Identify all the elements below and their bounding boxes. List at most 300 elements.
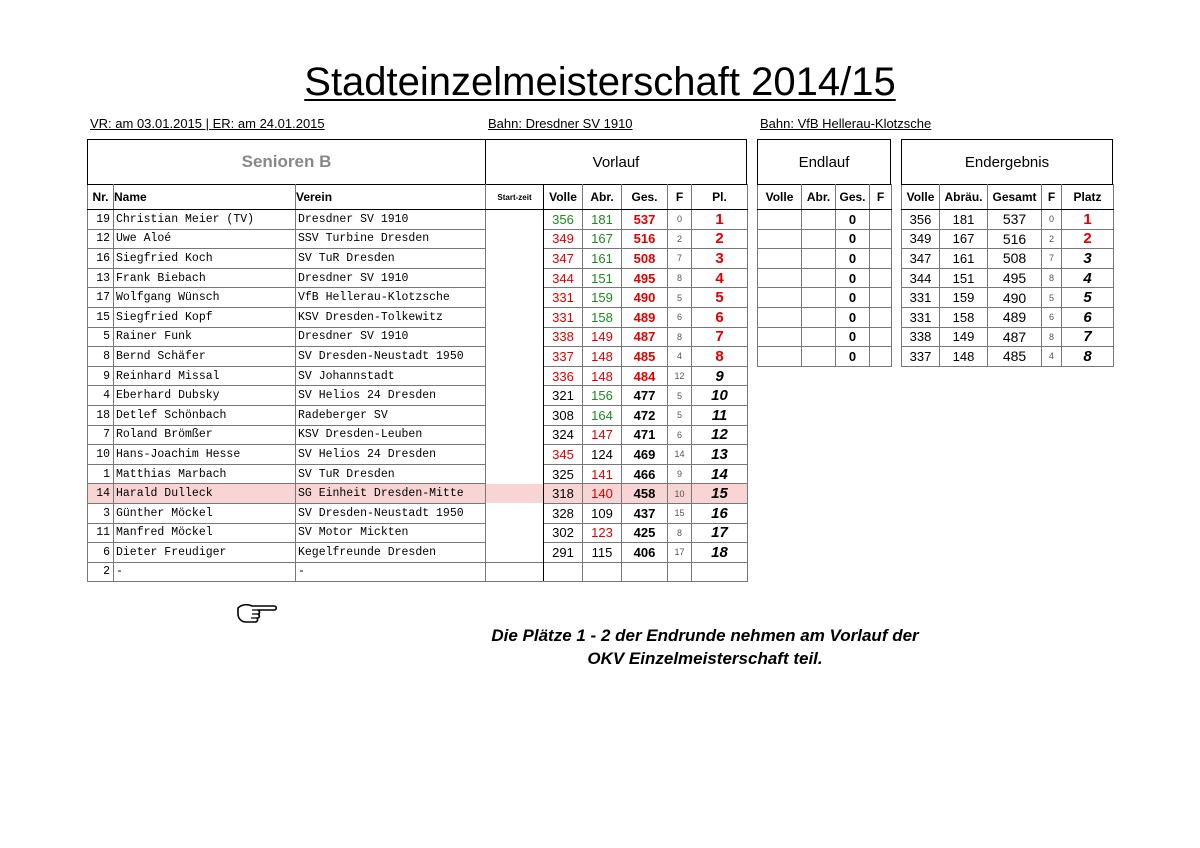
endergebnis-gesamt: 485 — [988, 347, 1042, 367]
row-verein: Kegelfreunde Dresden — [296, 543, 486, 563]
row-startzeit — [486, 405, 544, 425]
endergebnis-gesamt: 489 — [988, 307, 1042, 327]
row-abr: 161 — [583, 249, 622, 269]
row-name: Dieter Freudiger — [114, 543, 296, 563]
endlauf-header: Endlauf — [757, 139, 891, 185]
page-title: Stadteinzelmeisterschaft 2014/15 — [304, 60, 896, 104]
row-verein: SV TuR Dresden — [296, 464, 486, 484]
vorlauf-header-row — [88, 185, 748, 210]
row-f: 14 — [668, 445, 692, 465]
row-startzeit — [486, 523, 544, 543]
endergebnis-volle: 338 — [902, 327, 940, 347]
row-ges: 466 — [622, 464, 668, 484]
row-verein: Dresdner SV 1910 — [296, 268, 486, 288]
endergebnis-volle: 331 — [902, 288, 940, 308]
row-startzeit — [486, 210, 544, 230]
row-pl: 15 — [692, 484, 748, 504]
row-verein: SV Dresden-Neustadt 1950 — [296, 503, 486, 523]
table-row — [88, 543, 748, 563]
row-f: 12 — [668, 366, 692, 386]
row-f: 8 — [668, 268, 692, 288]
table-row — [88, 307, 748, 327]
row-verein: SV TuR Dresden — [296, 249, 486, 269]
vorlauf-table — [87, 184, 748, 582]
table-row — [758, 229, 892, 249]
row-nr: 7 — [88, 425, 114, 445]
row-ges: 471 — [622, 425, 668, 445]
endergebnis-platz: 8 — [1062, 347, 1114, 367]
row-volle: 308 — [544, 405, 583, 425]
endlauf-abr — [802, 210, 836, 230]
row-nr: 4 — [88, 386, 114, 406]
row-f: 0 — [668, 210, 692, 230]
row-startzeit — [486, 307, 544, 327]
row-ges: 485 — [622, 347, 668, 367]
endergebnis-col-abr: Abräu. — [940, 185, 988, 210]
row-verein: - — [296, 562, 486, 582]
endlauf-ges: 0 — [836, 347, 870, 367]
row-pl: 7 — [692, 327, 748, 347]
endlauf-ges: 0 — [836, 268, 870, 288]
table-row — [88, 210, 748, 230]
endlauf-abr — [802, 268, 836, 288]
endlauf-ges: 0 — [836, 229, 870, 249]
row-name: Uwe Aloé — [114, 229, 296, 249]
bahn-endlauf: Bahn: VfB Hellerau-Klotzsche — [760, 116, 932, 131]
table-row — [88, 484, 748, 504]
row-abr: 159 — [583, 288, 622, 308]
row-nr: 5 — [88, 327, 114, 347]
endergebnis-platz: 1 — [1062, 210, 1114, 230]
row-volle: 318 — [544, 484, 583, 504]
row-volle: 336 — [544, 366, 583, 386]
row-f: 10 — [668, 484, 692, 504]
endergebnis-abr: 151 — [940, 268, 988, 288]
row-nr: 14 — [88, 484, 114, 504]
row-startzeit — [486, 347, 544, 367]
endergebnis-f: 6 — [1042, 307, 1062, 327]
row-ges: 487 — [622, 327, 668, 347]
endlauf-ges: 0 — [836, 288, 870, 308]
endergebnis-platz: 3 — [1062, 249, 1114, 269]
row-f: 5 — [668, 405, 692, 425]
col-ges: Ges. — [622, 185, 668, 210]
row-ges: 537 — [622, 210, 668, 230]
row-abr: 164 — [583, 405, 622, 425]
row-nr: 13 — [88, 268, 114, 288]
table-row — [88, 229, 748, 249]
row-volle: 302 — [544, 523, 583, 543]
endlauf-f — [870, 229, 892, 249]
row-nr: 16 — [88, 249, 114, 269]
endergebnis-platz: 5 — [1062, 288, 1114, 308]
row-pl: 8 — [692, 347, 748, 367]
table-row — [88, 405, 748, 425]
row-f: 4 — [668, 347, 692, 367]
row-verein: SV Helios 24 Dresden — [296, 445, 486, 465]
row-startzeit — [486, 327, 544, 347]
row-ges: 484 — [622, 366, 668, 386]
endlauf-col-volle: Volle — [758, 185, 802, 210]
row-abr: 147 — [583, 425, 622, 445]
row-nr: 3 — [88, 503, 114, 523]
endlauf-abr — [802, 327, 836, 347]
qualification-note — [420, 624, 990, 670]
table-row — [758, 288, 892, 308]
endlauf-abr — [802, 288, 836, 308]
endergebnis-volle: 356 — [902, 210, 940, 230]
endlauf-abr — [802, 249, 836, 269]
row-name: Christian Meier (TV) — [114, 210, 296, 230]
endlauf-f — [870, 288, 892, 308]
endergebnis-f: 8 — [1042, 268, 1062, 288]
row-name: Reinhard Missal — [114, 366, 296, 386]
row-abr: 123 — [583, 523, 622, 543]
row-ges: 477 — [622, 386, 668, 406]
table-row — [902, 229, 1114, 249]
endlauf-f — [870, 268, 892, 288]
col-startzeit: Start-zeit — [486, 185, 544, 210]
row-nr: 11 — [88, 523, 114, 543]
row-f: 2 — [668, 229, 692, 249]
row-f: 8 — [668, 327, 692, 347]
row-volle: 325 — [544, 464, 583, 484]
endergebnis-platz: 6 — [1062, 307, 1114, 327]
row-ges: 495 — [622, 268, 668, 288]
table-row — [88, 523, 748, 543]
row-verein: SV Helios 24 Dresden — [296, 386, 486, 406]
table-row — [758, 307, 892, 327]
row-volle: 328 — [544, 503, 583, 523]
row-f: 15 — [668, 503, 692, 523]
row-name: Wolfgang Wünsch — [114, 288, 296, 308]
row-ges: 425 — [622, 523, 668, 543]
endergebnis-gesamt: 508 — [988, 249, 1042, 269]
row-f: 7 — [668, 249, 692, 269]
row-name: Manfred Möckel — [114, 523, 296, 543]
row-nr: 15 — [88, 307, 114, 327]
endergebnis-header-row — [902, 185, 1114, 210]
endergebnis-platz: 7 — [1062, 327, 1114, 347]
row-ges: 406 — [622, 543, 668, 563]
row-pl: 18 — [692, 543, 748, 563]
row-startzeit — [486, 268, 544, 288]
table-row — [88, 327, 748, 347]
endergebnis-col-f: F — [1042, 185, 1062, 210]
row-abr: 115 — [583, 543, 622, 563]
row-f: 5 — [668, 386, 692, 406]
endlauf-f — [870, 327, 892, 347]
row-f — [668, 562, 692, 582]
row-startzeit — [486, 386, 544, 406]
row-name: Siegfried Koch — [114, 249, 296, 269]
row-verein: VfB Hellerau-Klotzsche — [296, 288, 486, 308]
endlauf-volle — [758, 249, 802, 269]
row-volle — [544, 562, 583, 582]
endergebnis-volle: 331 — [902, 307, 940, 327]
row-pl: 2 — [692, 229, 748, 249]
row-verein: SSV Turbine Dresden — [296, 229, 486, 249]
row-ges: 508 — [622, 249, 668, 269]
endergebnis-f: 4 — [1042, 347, 1062, 367]
col-name: Name — [114, 185, 296, 210]
row-f: 9 — [668, 464, 692, 484]
row-startzeit — [486, 543, 544, 563]
col-f: F — [668, 185, 692, 210]
endergebnis-platz: 4 — [1062, 268, 1114, 288]
endergebnis-abr: 158 — [940, 307, 988, 327]
row-pl: 4 — [692, 268, 748, 288]
row-verein: Dresdner SV 1910 — [296, 210, 486, 230]
endlauf-ges: 0 — [836, 210, 870, 230]
endlauf-abr — [802, 229, 836, 249]
endlauf-col-f: F — [870, 185, 892, 210]
row-verein: KSV Dresden-Leuben — [296, 425, 486, 445]
table-row — [902, 307, 1114, 327]
row-volle: 324 — [544, 425, 583, 445]
vorlauf-header: Vorlauf — [485, 139, 747, 185]
row-name: Siegfried Kopf — [114, 307, 296, 327]
endergebnis-volle: 337 — [902, 347, 940, 367]
row-verein: Radeberger SV — [296, 405, 486, 425]
table-row — [902, 347, 1114, 367]
endergebnis-gesamt: 495 — [988, 268, 1042, 288]
endergebnis-abr: 181 — [940, 210, 988, 230]
row-verein: SV Johannstadt — [296, 366, 486, 386]
row-startzeit — [486, 562, 544, 582]
table-row — [902, 210, 1114, 230]
row-f: 6 — [668, 425, 692, 445]
endlauf-ges: 0 — [836, 327, 870, 347]
row-f: 17 — [668, 543, 692, 563]
row-volle: 331 — [544, 288, 583, 308]
row-nr: 12 — [88, 229, 114, 249]
col-volle: Volle — [544, 185, 583, 210]
note-line-1: Die Plätze 1 - 2 der Endrunde nehmen am Vorlauf der — [491, 626, 919, 645]
table-row — [88, 347, 748, 367]
row-startzeit — [486, 464, 544, 484]
row-abr: 109 — [583, 503, 622, 523]
endergebnis-f: 0 — [1042, 210, 1062, 230]
endergebnis-table — [901, 184, 1114, 367]
table-row — [88, 288, 748, 308]
row-pl: 1 — [692, 210, 748, 230]
row-name: Matthias Marbach — [114, 464, 296, 484]
table-row — [88, 386, 748, 406]
row-abr: 151 — [583, 268, 622, 288]
endlauf-f — [870, 210, 892, 230]
row-startzeit — [486, 366, 544, 386]
row-abr: 124 — [583, 445, 622, 465]
col-nr: Nr. — [88, 185, 114, 210]
row-volle: 344 — [544, 268, 583, 288]
row-volle: 291 — [544, 543, 583, 563]
endlauf-abr — [802, 307, 836, 327]
row-volle: 356 — [544, 210, 583, 230]
row-abr: 158 — [583, 307, 622, 327]
endergebnis-abr: 149 — [940, 327, 988, 347]
row-pl: 6 — [692, 307, 748, 327]
table-row — [758, 249, 892, 269]
endlauf-volle — [758, 229, 802, 249]
table-row — [88, 249, 748, 269]
row-abr: 148 — [583, 366, 622, 386]
row-verein: Dresdner SV 1910 — [296, 327, 486, 347]
endlauf-col-ges: Ges. — [836, 185, 870, 210]
row-name: Frank Biebach — [114, 268, 296, 288]
row-name: Detlef Schönbach — [114, 405, 296, 425]
row-nr: 19 — [88, 210, 114, 230]
pointing-hand-icon — [236, 600, 278, 626]
endlauf-f — [870, 249, 892, 269]
row-pl: 9 — [692, 366, 748, 386]
row-verein: KSV Dresden-Tolkewitz — [296, 307, 486, 327]
row-ges: 490 — [622, 288, 668, 308]
row-volle: 337 — [544, 347, 583, 367]
row-volle: 345 — [544, 445, 583, 465]
row-abr: 167 — [583, 229, 622, 249]
row-nr: 2 — [88, 562, 114, 582]
table-row — [758, 268, 892, 288]
endergebnis-abr: 148 — [940, 347, 988, 367]
endlauf-col-abr: Abr. — [802, 185, 836, 210]
row-volle: 347 — [544, 249, 583, 269]
table-row — [902, 249, 1114, 269]
endergebnis-gesamt: 490 — [988, 288, 1042, 308]
row-nr: 6 — [88, 543, 114, 563]
note-line-2: OKV Einzelmeisterschaft teil. — [587, 649, 823, 668]
row-abr: 148 — [583, 347, 622, 367]
row-ges: 516 — [622, 229, 668, 249]
row-pl: 11 — [692, 405, 748, 425]
endlauf-f — [870, 307, 892, 327]
table-row — [88, 464, 748, 484]
endlauf-volle — [758, 327, 802, 347]
endlauf-table — [757, 184, 892, 367]
endlauf-abr — [802, 347, 836, 367]
endergebnis-f: 7 — [1042, 249, 1062, 269]
row-startzeit — [486, 425, 544, 445]
row-startzeit — [486, 503, 544, 523]
endergebnis-platz: 2 — [1062, 229, 1114, 249]
row-volle: 331 — [544, 307, 583, 327]
row-verein: SV Dresden-Neustadt 1950 — [296, 347, 486, 367]
table-row — [88, 268, 748, 288]
endergebnis-abr: 167 — [940, 229, 988, 249]
endlauf-ges: 0 — [836, 307, 870, 327]
row-name: Hans-Joachim Hesse — [114, 445, 296, 465]
table-row — [758, 210, 892, 230]
table-row — [758, 327, 892, 347]
row-ges: 458 — [622, 484, 668, 504]
endlauf-header-row — [758, 185, 892, 210]
endlauf-volle — [758, 288, 802, 308]
col-abr: Abr. — [583, 185, 622, 210]
row-abr — [583, 562, 622, 582]
row-nr: 10 — [88, 445, 114, 465]
endergebnis-header: Endergebnis — [901, 139, 1113, 185]
endergebnis-f: 2 — [1042, 229, 1062, 249]
row-name: Roland Brömßer — [114, 425, 296, 445]
endlauf-volle — [758, 347, 802, 367]
row-nr: 1 — [88, 464, 114, 484]
row-startzeit — [486, 249, 544, 269]
row-nr: 8 — [88, 347, 114, 367]
table-row — [902, 268, 1114, 288]
endlauf-volle — [758, 210, 802, 230]
row-volle: 338 — [544, 327, 583, 347]
row-name: Harald Dulleck — [114, 484, 296, 504]
table-row — [88, 425, 748, 445]
row-name: - — [114, 562, 296, 582]
row-ges: 437 — [622, 503, 668, 523]
endergebnis-col-gesamt: Gesamt — [988, 185, 1042, 210]
row-pl: 13 — [692, 445, 748, 465]
endergebnis-volle: 349 — [902, 229, 940, 249]
row-ges: 469 — [622, 445, 668, 465]
endergebnis-volle: 347 — [902, 249, 940, 269]
bahn-vorlauf: Bahn: Dresdner SV 1910 — [488, 116, 633, 131]
row-pl: 17 — [692, 523, 748, 543]
endergebnis-abr: 159 — [940, 288, 988, 308]
endergebnis-gesamt: 537 — [988, 210, 1042, 230]
row-ges: 489 — [622, 307, 668, 327]
endlauf-volle — [758, 268, 802, 288]
row-pl — [692, 562, 748, 582]
row-startzeit — [486, 288, 544, 308]
row-abr: 149 — [583, 327, 622, 347]
endergebnis-col-platz: Platz — [1062, 185, 1114, 210]
table-row — [88, 503, 748, 523]
row-name: Rainer Funk — [114, 327, 296, 347]
endergebnis-gesamt: 516 — [988, 229, 1042, 249]
category-header: Senioren B — [87, 139, 486, 185]
endergebnis-abr: 161 — [940, 249, 988, 269]
table-row — [902, 288, 1114, 308]
row-volle: 349 — [544, 229, 583, 249]
row-f: 6 — [668, 307, 692, 327]
endlauf-ges: 0 — [836, 249, 870, 269]
dates-info: VR: am 03.01.2015 | ER: am 24.01.2015 — [90, 116, 325, 131]
row-ges — [622, 562, 668, 582]
row-nr: 9 — [88, 366, 114, 386]
row-f: 8 — [668, 523, 692, 543]
table-row — [902, 327, 1114, 347]
table-row — [88, 562, 748, 582]
row-abr: 181 — [583, 210, 622, 230]
row-ges: 472 — [622, 405, 668, 425]
endergebnis-gesamt: 487 — [988, 327, 1042, 347]
row-pl: 10 — [692, 386, 748, 406]
table-row — [88, 445, 748, 465]
row-startzeit — [486, 484, 544, 504]
row-abr: 156 — [583, 386, 622, 406]
row-verein: SG Einheit Dresden-Mitte — [296, 484, 486, 504]
col-verein: Verein — [296, 185, 486, 210]
endergebnis-f: 5 — [1042, 288, 1062, 308]
row-pl: 16 — [692, 503, 748, 523]
col-pl: Pl. — [692, 185, 748, 210]
row-pl: 12 — [692, 425, 748, 445]
row-verein: SV Motor Mickten — [296, 523, 486, 543]
row-nr: 17 — [88, 288, 114, 308]
row-abr: 141 — [583, 464, 622, 484]
row-startzeit — [486, 229, 544, 249]
row-pl: 3 — [692, 249, 748, 269]
row-nr: 18 — [88, 405, 114, 425]
endlauf-volle — [758, 307, 802, 327]
row-pl: 14 — [692, 464, 748, 484]
